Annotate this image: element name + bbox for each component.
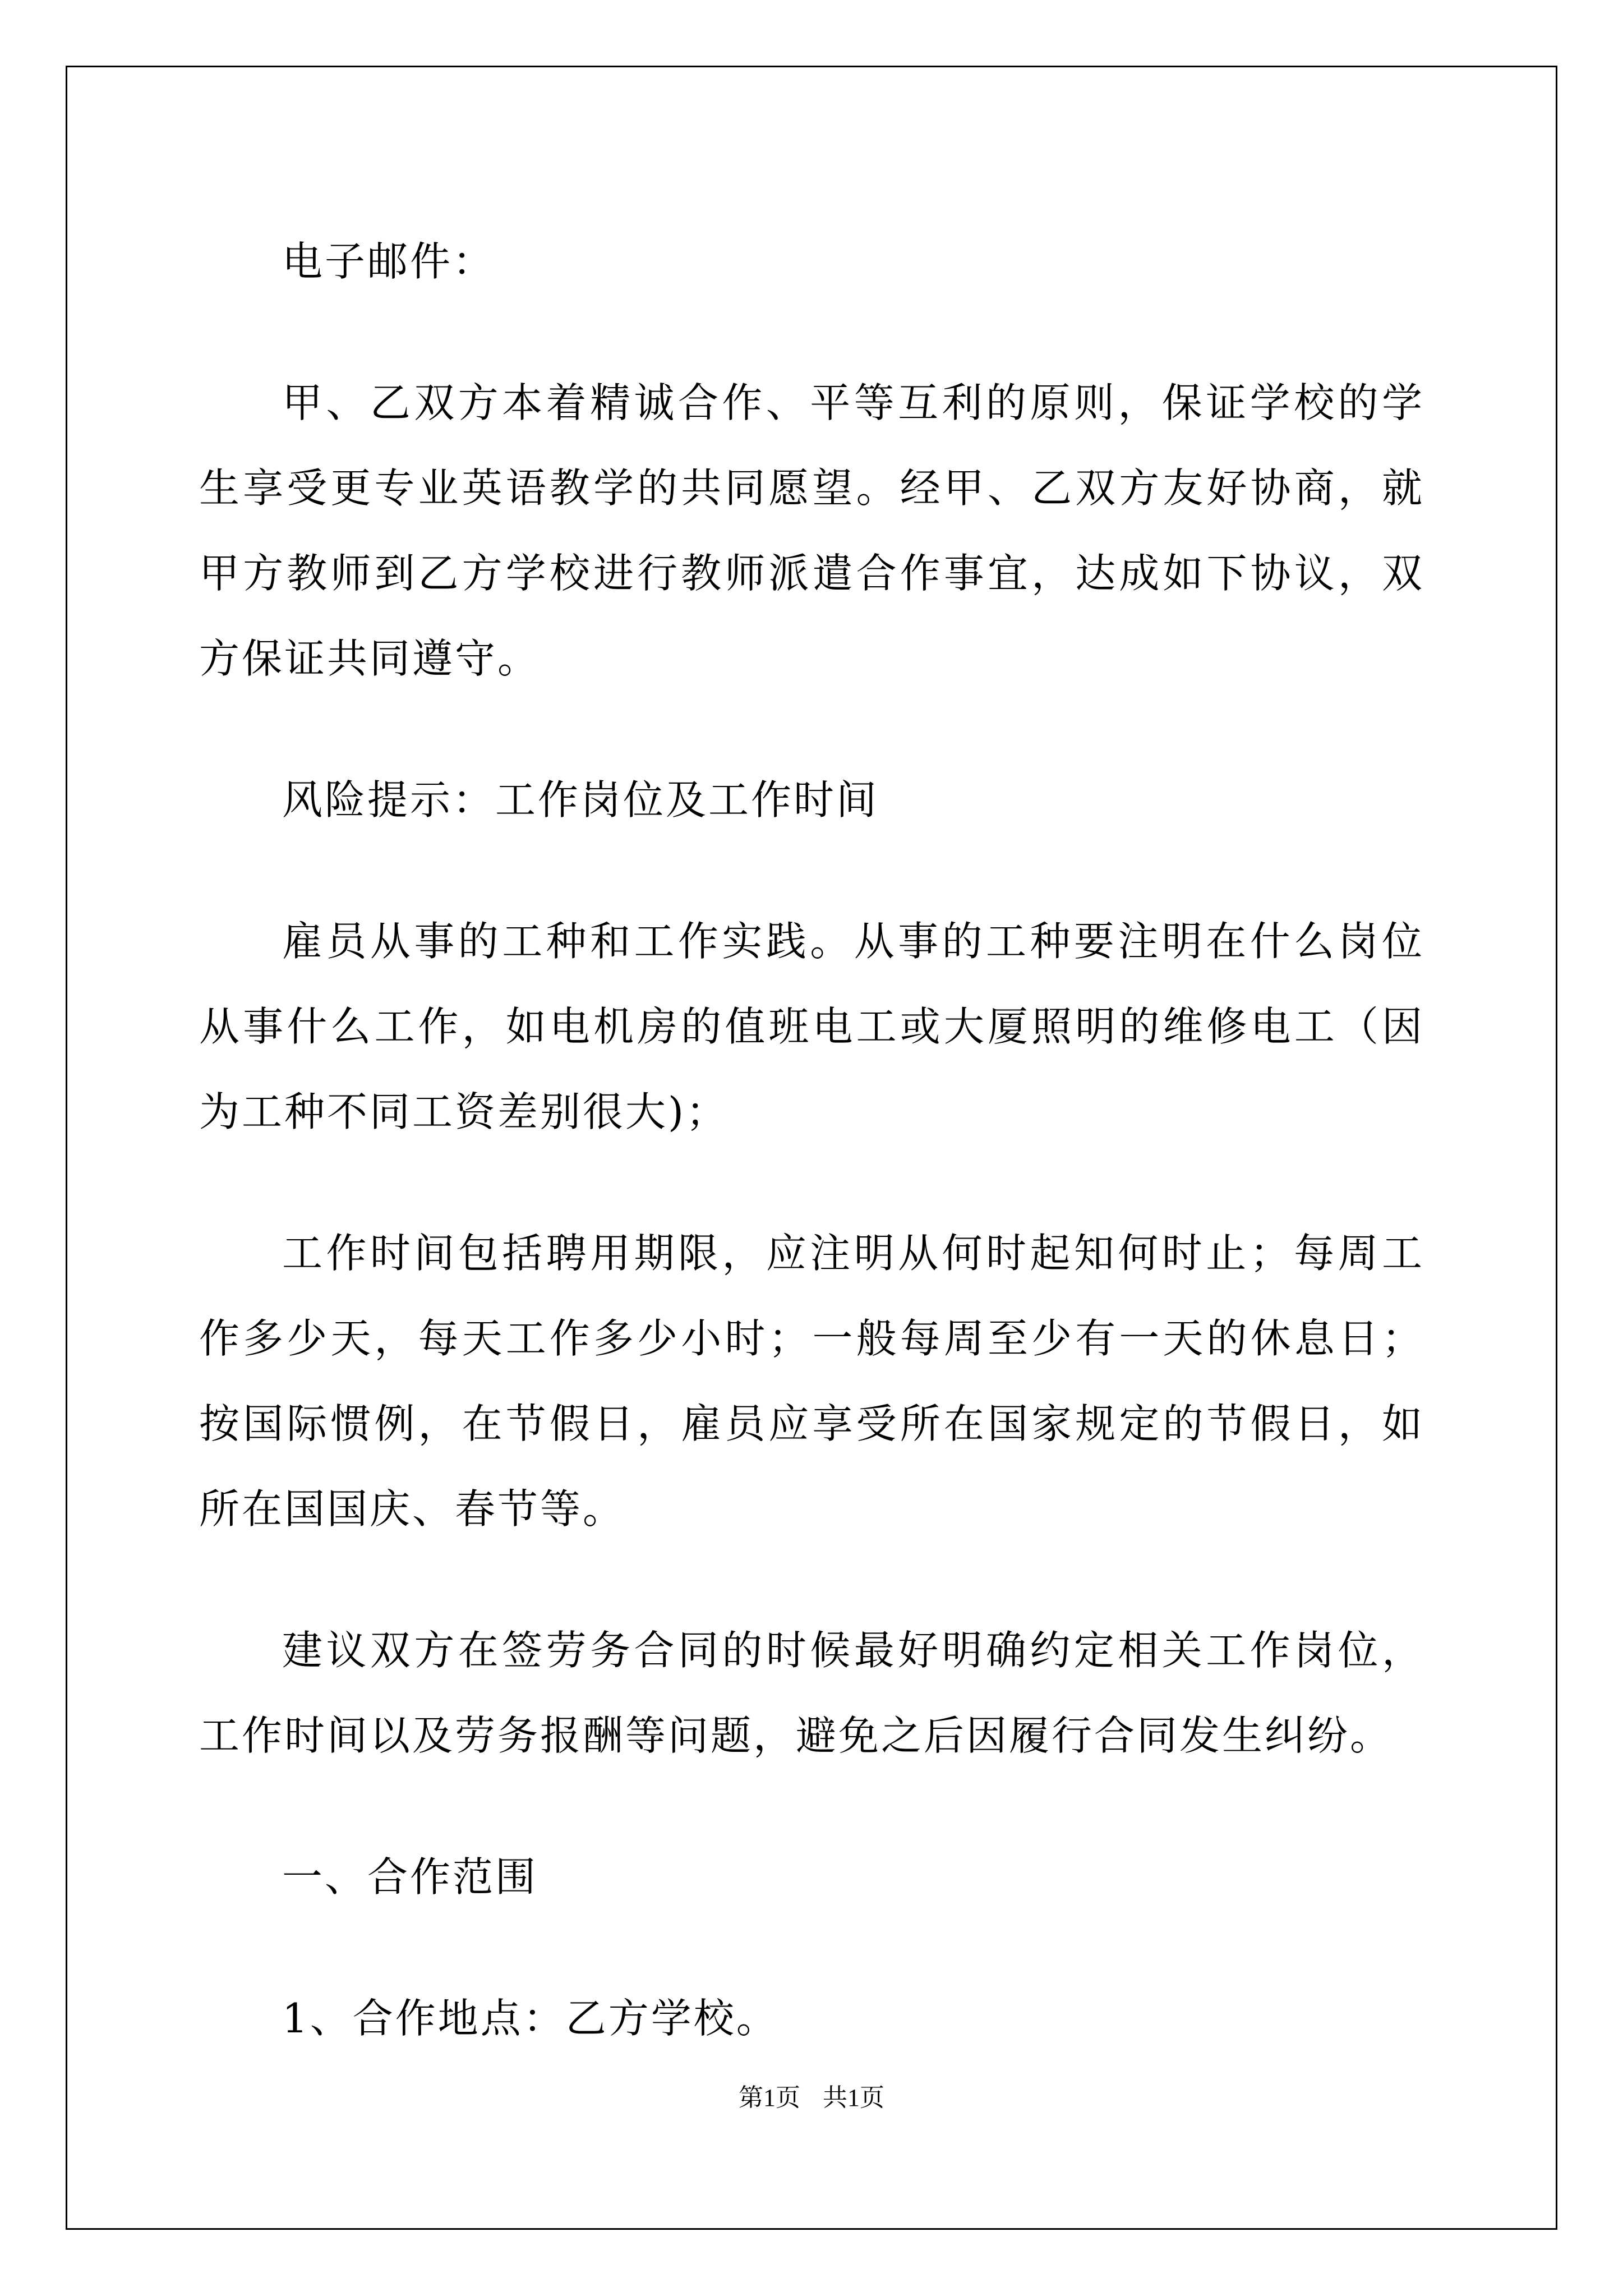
page-number: 第1页 [739, 2084, 800, 2111]
paragraph-location: 1、合作地点：乙方学校。 [282, 1995, 779, 2042]
paragraph-preamble: 甲、乙双方本着精诚合作、平等互利的原则，保证学校的学生享受更专业英语教学的共同愿望。经甲、乙双方友好协商，就甲方教师到乙方学校进行教师派遣合作事宜，达成如下协议，双方保证共同遵守。 [199, 379, 1424, 682]
paragraph-email: 电子邮件： [282, 238, 496, 285]
document-body [199, 219, 1424, 2117]
paragraph-risk-heading: 风险提示：工作岗位及工作时间 [282, 776, 879, 823]
paragraph-work-time: 工作时间包括聘用期限，应注明从何时起知何时止；每周工作多少天，每天工作多少小时；一般每周至少有一天的休息日；按国际惯例，在节假日，雇员应享受所在国家规定的节假日，如所在国国庆、春节等。 [199, 1230, 1424, 1533]
section-heading-scope: 一、合作范围 [282, 1853, 538, 1901]
page-total: 共1页 [823, 2084, 884, 2111]
page-footer [0, 2081, 1623, 2115]
paragraph-advice: 建议双方在签劳务合同的时候最好明确约定相关工作岗位，工作时间以及劳务报酬等问题，避免之后因履行合同发生纠纷。 [199, 1627, 1424, 1759]
paragraph-job-type: 雇员从事的工种和工作实践。从事的工种要注明在什么岗位从事什么工作，如电机房的值班电工或大厦照明的维修电工（因为工种不同工资差别很大)； [199, 918, 1424, 1135]
